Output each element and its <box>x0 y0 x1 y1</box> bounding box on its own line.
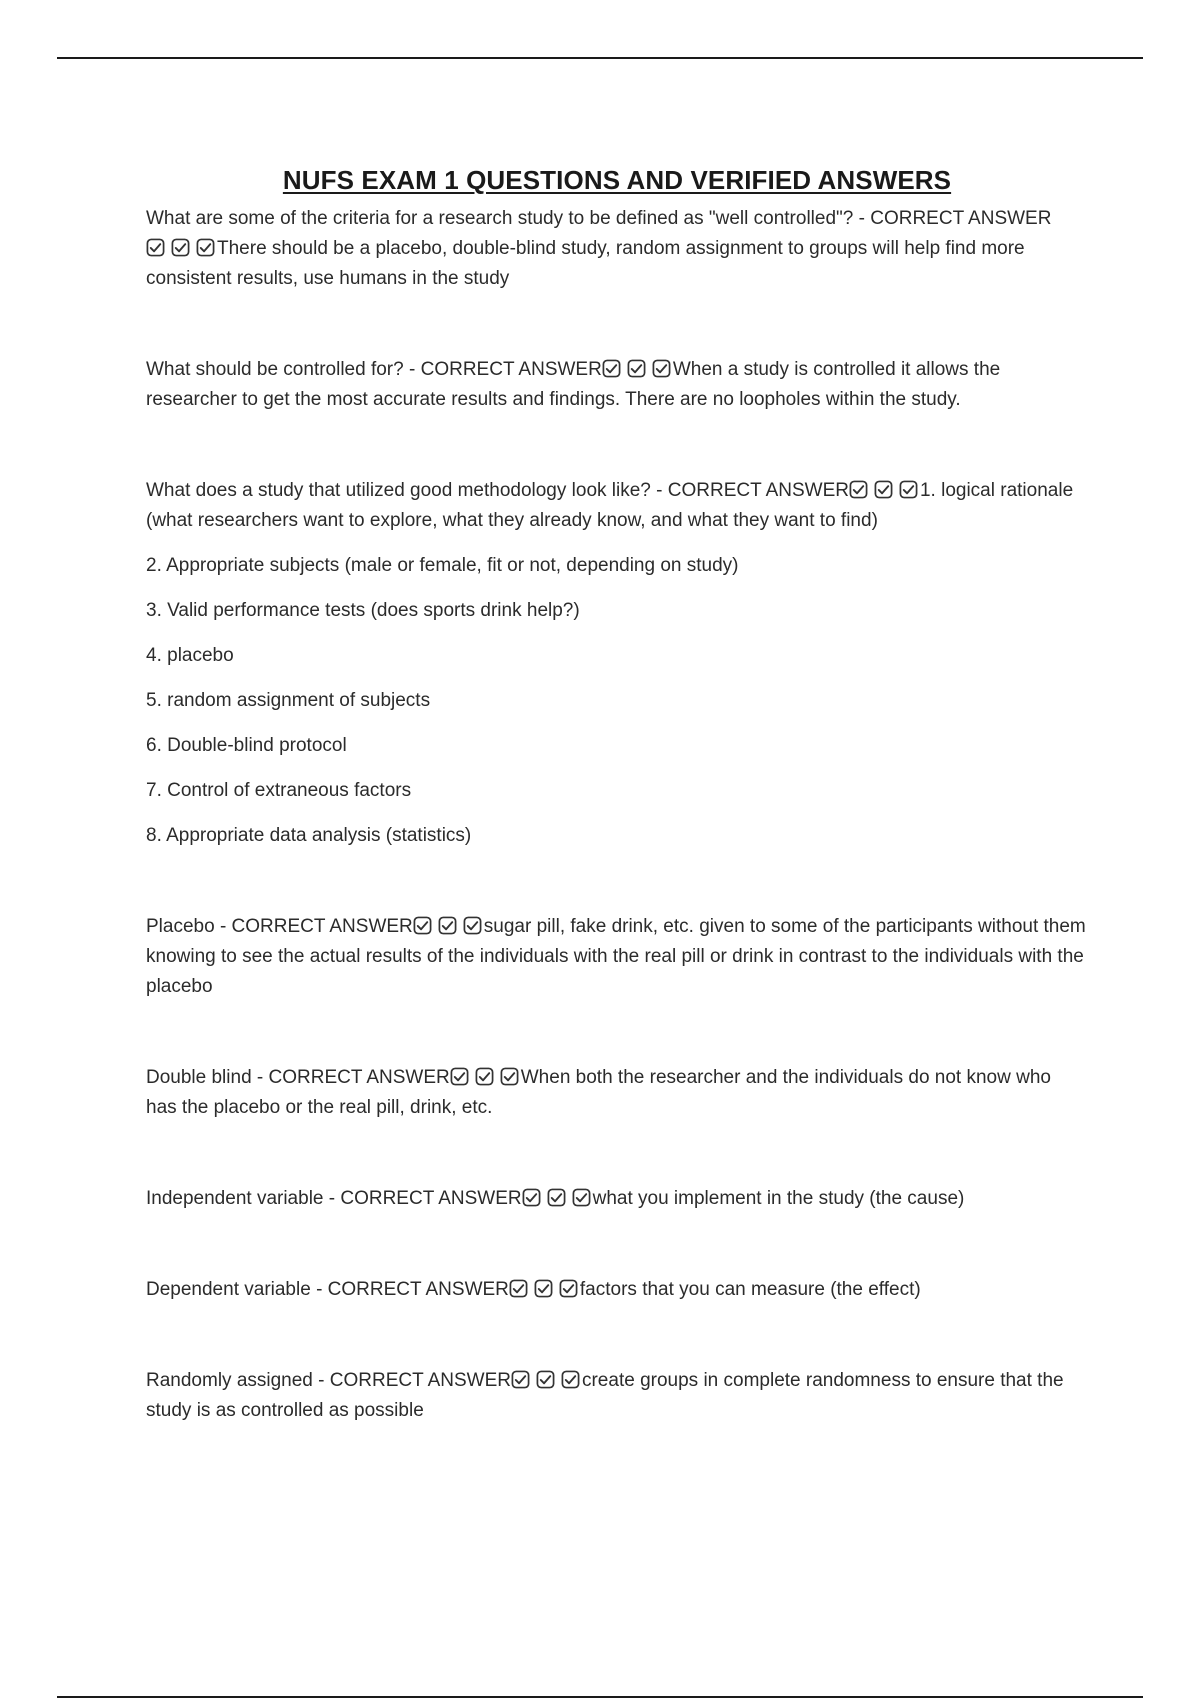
answer-separator: - CORRECT ANSWER <box>853 208 1052 229</box>
answer: factors that you can measure (the effect) <box>579 1279 921 1300</box>
check-box-icon <box>146 238 165 257</box>
check-box-icon <box>196 238 215 257</box>
check-box-icon <box>522 1188 541 1207</box>
question: What does a study that utilized good methodology look like? <box>146 480 651 501</box>
qa-item-5 <box>146 1063 1086 1123</box>
answer: There should be a placebo, double-blind study, random assignment to groups will help find more consistent results, use humans in the study <box>146 238 1025 289</box>
qa-item-4 <box>146 912 1086 1002</box>
check-marks <box>602 359 673 380</box>
bottom-rule <box>57 1696 1143 1698</box>
qa-content <box>146 204 1086 1426</box>
check-marks <box>413 916 484 937</box>
question: What are some of the criteria for a research study to be defined as "well controlled"? <box>146 208 854 229</box>
check-box-icon <box>561 1370 580 1389</box>
question: Dependent variable <box>146 1279 311 1300</box>
check-box-icon <box>572 1188 591 1207</box>
check-box-icon <box>899 480 918 499</box>
check-box-icon <box>547 1188 566 1207</box>
list-item: 5. random assignment of subjects <box>146 690 431 711</box>
answer-separator: - CORRECT ANSWER <box>310 1279 509 1300</box>
list-item: 4. placebo <box>146 645 234 666</box>
top-rule <box>57 57 1143 59</box>
question: Double blind <box>146 1067 252 1088</box>
check-box-icon <box>475 1067 494 1086</box>
answer-separator: - CORRECT ANSWER <box>214 916 413 937</box>
check-box-icon <box>450 1067 469 1086</box>
page-title: NUFS EXAM 1 QUESTIONS AND VERIFIED ANSWERS <box>282 165 952 196</box>
check-marks <box>522 1188 593 1209</box>
qa-item-8 <box>146 1366 1086 1426</box>
check-marks <box>146 238 217 259</box>
check-box-icon <box>559 1279 578 1298</box>
check-box-icon <box>849 480 868 499</box>
question: Randomly assigned <box>146 1370 313 1391</box>
qa-item-6 <box>146 1184 1086 1214</box>
list-item: 6. Double-blind protocol <box>146 735 347 756</box>
answer: what you implement in the study (the cause) <box>592 1188 965 1209</box>
check-box-icon <box>463 916 482 935</box>
check-box-icon <box>413 916 432 935</box>
check-box-icon <box>874 480 893 499</box>
answer: sugar pill, fake drink, etc. given to some of the participants without them knowing to see the actual results of the individuals with the real pill or drink in contrast to the individuals with the placebo <box>146 916 1086 997</box>
check-marks <box>509 1279 580 1300</box>
answer-separator: - CORRECT ANSWER <box>251 1067 450 1088</box>
check-marks <box>849 480 920 501</box>
answer: create groups in complete randomness to ensure that the study is as controlled as possible <box>146 1370 1064 1421</box>
qa-item-7 <box>146 1275 1086 1305</box>
answer: 1. logical rationale (what researchers want to explore, what they already know, and what they want to find) <box>146 480 1074 531</box>
check-box-icon <box>534 1279 553 1298</box>
answer-separator: - CORRECT ANSWER <box>650 480 849 501</box>
answer-separator: - CORRECT ANSWER <box>312 1370 511 1391</box>
check-marks <box>511 1370 582 1391</box>
answer-separator: - CORRECT ANSWER <box>323 1188 522 1209</box>
question: Placebo <box>146 916 215 937</box>
answer: When a study is controlled it allows the researcher to get the most accurate results and findings. There are no loopholes within the study. <box>146 359 1001 410</box>
check-box-icon <box>602 359 621 378</box>
list-item: 2. Appropriate subjects (male or female, fit or not, depending on study) <box>146 555 739 576</box>
answer: When both the researcher and the individuals do not know who has the placebo or the real pill, drink, etc. <box>146 1067 1051 1118</box>
check-box-icon <box>500 1067 519 1086</box>
check-box-icon <box>511 1370 530 1389</box>
check-box-icon <box>652 359 671 378</box>
qa-item-2 <box>146 355 1086 415</box>
check-box-icon <box>171 238 190 257</box>
list-item: 3. Valid performance tests (does sports drink help?) <box>146 600 580 621</box>
answer-separator: - CORRECT ANSWER <box>403 359 602 380</box>
check-box-icon <box>627 359 646 378</box>
check-box-icon <box>536 1370 555 1389</box>
check-box-icon <box>438 916 457 935</box>
list-item: 7. Control of extraneous factors <box>146 780 412 801</box>
qa-item-1 <box>146 204 1086 294</box>
question: What should be controlled for? <box>146 359 404 380</box>
check-box-icon <box>509 1279 528 1298</box>
list-item: 8. Appropriate data analysis (statistics) <box>146 825 472 846</box>
question: Independent variable <box>146 1188 324 1209</box>
check-marks <box>450 1067 521 1088</box>
qa-item-3 <box>146 476 1086 536</box>
